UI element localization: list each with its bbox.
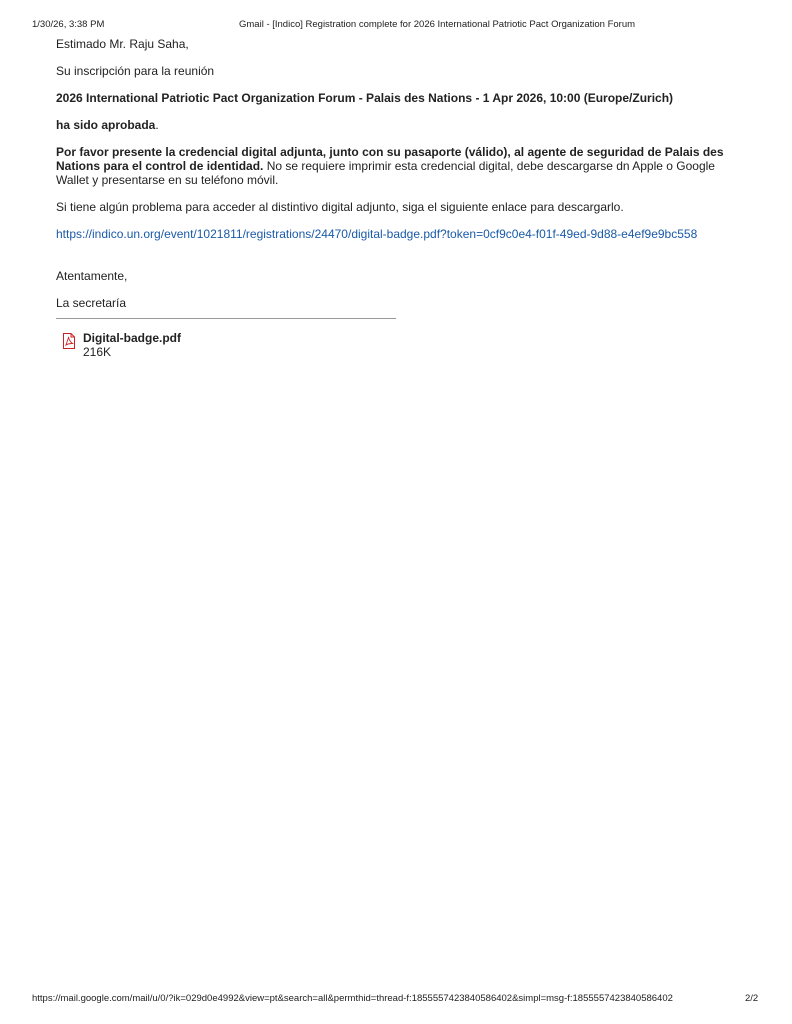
print-header	[0, 19, 792, 33]
pdf-file-icon	[61, 333, 77, 349]
intro-text: Su inscripción para la reunión	[56, 64, 215, 78]
problem-text: Si tiene algún problema para acceder al distintivo digital adjunto, siga el siguiente enlace para descargarlo.	[56, 200, 624, 214]
attachment[interactable]	[56, 331, 736, 359]
page-number: 2/2	[745, 993, 759, 1004]
instructions	[56, 145, 736, 187]
print-footer	[0, 993, 792, 1007]
footer-url: https://mail.google.com/mail/u/0/?ik=029d0e4992&view=pt&search=all&permthid=thread-f:1855557423840586402&simpl=msg-f:1855557423840586402	[32, 993, 673, 1004]
signature: La secretaría	[56, 296, 127, 310]
attachment-divider	[56, 318, 396, 319]
attachment-info	[83, 331, 181, 359]
print-date: 1/30/26, 3:38 PM	[32, 19, 105, 30]
approval-status-end: .	[155, 118, 159, 132]
attachment-name[interactable]: Digital-badge.pdf	[83, 331, 181, 345]
approval-status-bold: ha sido aprobada	[56, 118, 156, 132]
event-details: 2026 International Patriotic Pact Organization Forum - Palais des Nations - 1 Apr 2026, 10:00 (Europe/Zurich)	[56, 91, 674, 105]
email-body	[56, 37, 736, 359]
attachment-size: 216K	[83, 345, 112, 359]
instructions-bold: Por favor presente la credencial digital adjunta, junto con su pasaporte (válido), al agente de seguridad de Palais des Nations para el control de identidad.	[56, 145, 724, 173]
closing: Atentamente,	[56, 269, 128, 283]
greeting: Estimado Mr. Raju Saha,	[56, 37, 189, 51]
badge-download-link[interactable]: https://indico.un.org/event/1021811/registrations/24470/digital-badge.pdf?token=0cf9c0e4-f01f-49ed-9d88-e4ef9e9bc558	[56, 227, 698, 241]
print-title: Gmail - [Indico] Registration complete for 2026 International Patriotic Pact Organization Forum	[239, 19, 636, 30]
instructions-rest: No se requiere imprimir esta credencial digital, debe descargarse dn Apple o Google Wallet y presentarse en su teléfono móvil.	[56, 159, 715, 187]
approval-status	[56, 118, 736, 132]
